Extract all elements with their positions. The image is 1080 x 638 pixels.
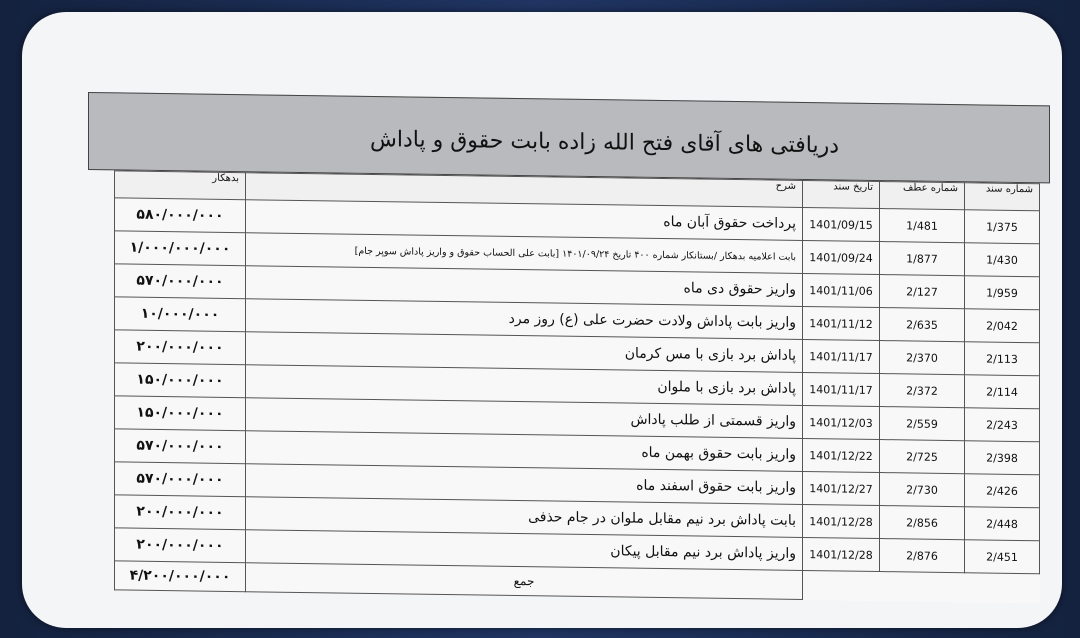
header-description: شرح — [246, 173, 803, 208]
row-amount: ۱۵۰/۰۰۰/۰۰۰ — [115, 363, 246, 398]
row-reference: 2/370 — [880, 341, 965, 375]
row-date: 1401/12/28 — [803, 537, 880, 571]
row-doc-number: 2/243 — [965, 408, 1040, 442]
row-description: بابت اعلامیه بدهکار /بستانکار شماره ۴۰۰ تاریخ ۱۴۰۱/۰۹/۲۴ [بابت علی الحساب حقوق و واریز پاداش سوپر جام] — [246, 233, 803, 274]
title-bar — [88, 92, 1050, 183]
row-date: 1401/09/15 — [803, 207, 880, 241]
row-doc-number: 2/451 — [965, 540, 1040, 574]
row-amount: ۱/۰۰۰/۰۰۰/۰۰۰ — [115, 231, 246, 266]
row-doc-number: 2/398 — [965, 441, 1040, 475]
header-amount: بدهکار — [115, 171, 246, 200]
row-reference: 2/876 — [880, 539, 965, 573]
row-date: 1401/12/03 — [803, 405, 880, 439]
row-date: 1401/11/17 — [803, 372, 880, 406]
row-amount: ۱۰/۰۰۰/۰۰۰ — [115, 297, 246, 332]
row-reference: 2/127 — [880, 275, 965, 309]
row-amount: ۱۵۰/۰۰۰/۰۰۰ — [115, 396, 246, 431]
row-date: 1401/12/28 — [803, 504, 880, 538]
row-reference: 2/372 — [880, 374, 965, 408]
row-amount: ۵۸۰/۰۰۰/۰۰۰ — [115, 198, 246, 233]
row-reference: 1/481 — [880, 209, 965, 243]
row-date: 1401/12/27 — [803, 471, 880, 505]
row-amount: ۲۰۰/۰۰۰/۰۰۰ — [115, 495, 246, 530]
row-doc-number: 2/113 — [965, 342, 1040, 376]
paper-sheet — [22, 12, 1062, 628]
row-description: واریز حقوق دی ماه — [246, 266, 803, 307]
row-description: واریز قسمتی از طلب پاداش — [246, 398, 803, 439]
row-description: پرداخت حقوق آبان ماه — [246, 200, 803, 241]
row-doc-number: 2/426 — [965, 474, 1040, 508]
row-description: واریز بابت حقوق اسفند ماه — [246, 464, 803, 505]
row-reference: 1/877 — [880, 242, 965, 276]
row-reference: 2/559 — [880, 407, 965, 441]
row-date: 1401/09/24 — [803, 240, 880, 274]
total-label: جمع — [246, 563, 803, 600]
header-doc-number: شماره سند — [965, 183, 1040, 211]
row-description: پاداش برد بازی با مس کرمان — [246, 332, 803, 373]
row-description: واریز بابت پاداش ولادت حضرت علی (ع) روز مرد — [246, 299, 803, 340]
row-reference: 2/730 — [880, 473, 965, 507]
row-doc-number: 1/959 — [965, 276, 1040, 310]
payments-table — [114, 170, 1040, 603]
row-doc-number: 2/042 — [965, 309, 1040, 343]
total-amount: ۴/۲۰۰/۰۰۰/۰۰۰ — [115, 561, 246, 592]
row-date: 1401/12/22 — [803, 438, 880, 472]
row-amount: ۲۰۰/۰۰۰/۰۰۰ — [115, 330, 246, 365]
row-amount: ۲۰۰/۰۰۰/۰۰۰ — [115, 528, 246, 563]
row-reference: 2/725 — [880, 440, 965, 474]
document-title: دریافتی های آقای فتح الله زاده بابت حقوق و پاداش — [370, 126, 839, 159]
row-date: 1401/11/12 — [803, 306, 880, 340]
row-doc-number: 1/430 — [965, 243, 1040, 277]
row-doc-number: 1/375 — [965, 210, 1040, 244]
row-amount: ۵۷۰/۰۰۰/۰۰۰ — [115, 264, 246, 299]
row-description: واریز پاداش برد نیم مقابل پیکان — [246, 530, 803, 571]
header-reference: شماره عطف — [880, 182, 965, 210]
row-date: 1401/11/06 — [803, 273, 880, 307]
row-description: واریز بابت حقوق بهمن ماه — [246, 431, 803, 472]
row-description: بابت پاداش برد نیم مقابل ملوان در جام حذفی — [246, 497, 803, 538]
header-date: تاریخ سند — [803, 180, 880, 208]
row-amount: ۵۷۰/۰۰۰/۰۰۰ — [115, 429, 246, 464]
row-reference: 2/635 — [880, 308, 965, 342]
document-page — [88, 92, 1050, 613]
row-doc-number: 2/114 — [965, 375, 1040, 409]
row-description: پاداش برد بازی با ملوان — [246, 365, 803, 406]
row-date: 1401/11/17 — [803, 339, 880, 373]
row-amount: ۵۷۰/۰۰۰/۰۰۰ — [115, 462, 246, 497]
row-doc-number: 2/448 — [965, 507, 1040, 541]
row-reference: 2/856 — [880, 506, 965, 540]
